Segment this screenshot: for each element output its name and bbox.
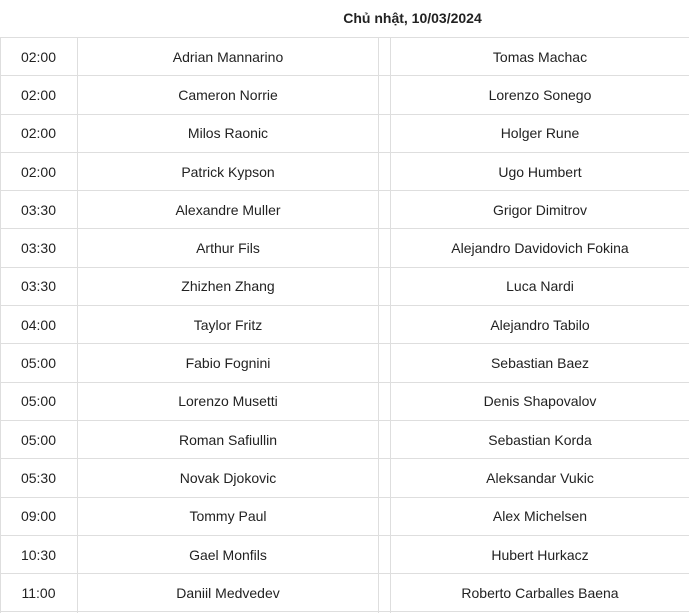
player-two-name: Hubert Hurkacz [491,546,589,563]
player-two-name: Holger Rune [500,125,580,142]
player-one-name: Cameron Norrie [178,86,278,103]
table-row [0,344,689,382]
match-time: 04:00 [20,316,57,333]
table-row [0,306,689,344]
match-time: 02:00 [20,125,57,142]
table-row [0,153,689,191]
player-one-name: Zhizhen Zhang [181,278,275,295]
player-one-name: Lorenzo Musetti [178,393,278,410]
table-row [0,383,689,421]
match-time: 10:30 [20,546,57,563]
player-two-name: Roberto Carballes Baena [461,584,619,601]
player-two-name: Denis Shapovalov [483,393,597,410]
match-time: 03:30 [20,240,57,257]
table-row [0,421,689,459]
player-one-name: Taylor Fritz [193,316,263,333]
match-time: 05:00 [20,431,57,448]
player-two-name: Luca Nardi [506,278,574,295]
table-row [0,574,689,612]
player-one-name: Alexandre Muller [175,201,281,218]
table-row [0,268,689,306]
player-one-name: Gael Monfils [189,546,267,563]
player-two-name: Grigor Dimitrov [492,201,588,218]
player-one-name: Adrian Mannarino [172,48,284,65]
player-one-name: Fabio Fognini [185,355,271,372]
match-time: 05:30 [20,469,57,486]
table-row [0,498,689,536]
match-time: 02:00 [20,163,57,180]
table-row [0,229,689,267]
player-one-name: Tommy Paul [189,508,267,525]
match-time: 02:00 [20,86,57,103]
player-two-name: Ugo Humbert [498,163,582,180]
player-two-name: Sebastian Korda [488,431,592,448]
player-one-name: Patrick Kypson [181,163,275,180]
player-two-name: Alex Michelsen [492,508,588,525]
table-header [0,0,689,38]
player-two-name: Alejandro Tabilo [490,316,590,333]
table-row [0,115,689,153]
match-time: 05:00 [20,393,57,410]
table-row [0,76,689,114]
table-row [0,191,689,229]
player-one-name: Milos Raonic [187,125,269,142]
player-two-name: Alejandro Davidovich Fokina [451,240,629,257]
match-time: 11:00 [21,584,56,601]
table-row [0,459,689,497]
player-one-name: Arthur Fils [196,240,260,257]
player-two-name: Aleksandar Vukic [486,469,594,486]
player-one-name: Daniil Medvedev [176,584,280,601]
table-row [0,38,689,76]
table-row [0,536,689,574]
match-time: 09:00 [20,508,57,525]
player-two-name: Tomas Machac [492,48,588,65]
match-time: 02:00 [20,48,57,65]
match-time: 05:00 [20,355,57,372]
player-two-name: Sebastian Baez [490,355,590,372]
match-time: 03:30 [20,278,57,295]
player-one-name: Novak Djokovic [179,469,277,486]
schedule-date-heading: Chủ nhật, 10/03/2024 [343,10,482,26]
match-time: 03:30 [20,201,57,218]
player-one-name: Roman Safiullin [178,431,278,448]
player-two-name: Lorenzo Sonego [488,86,592,103]
match-rows [0,38,689,612]
